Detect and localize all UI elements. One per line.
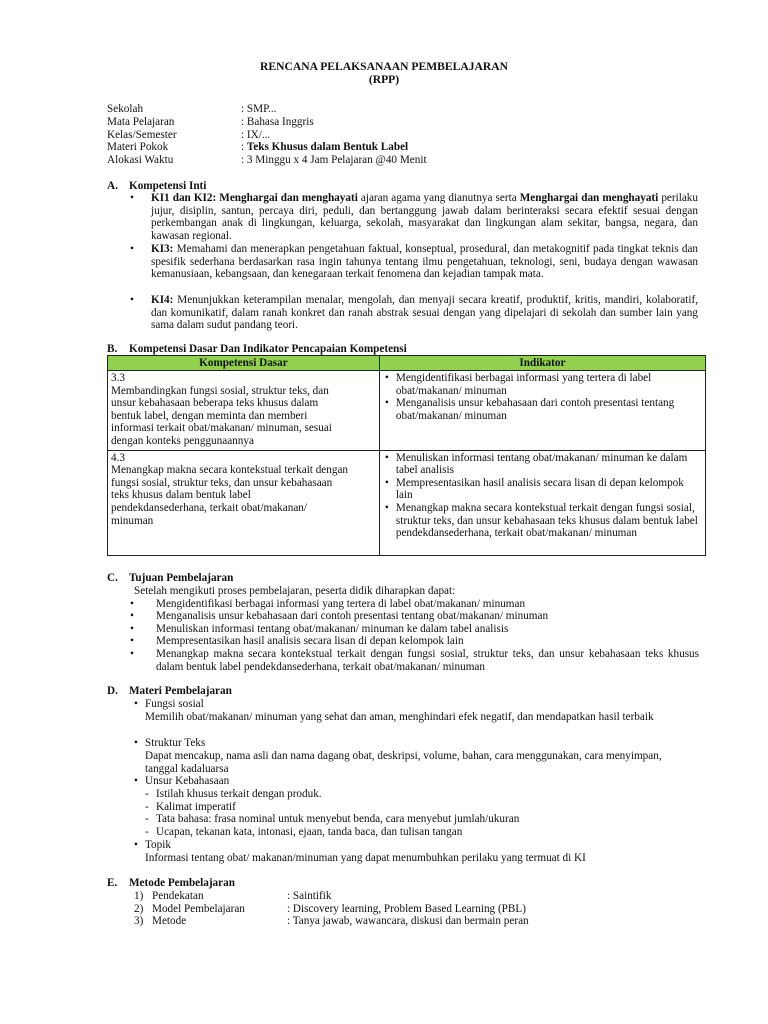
indicator-cell — [379, 450, 705, 555]
unsur-item: Tata bahasa: frasa nominal untuk menyebut benda, cara menyebut jumlah/ukuran — [156, 813, 520, 825]
meta-key: Materi Pokok — [107, 141, 169, 153]
tujuan-bullet: • — [130, 623, 134, 635]
doc-title: RENCANA PELAKSANAAN PEMBELAJARAN — [260, 60, 508, 73]
table-row — [108, 450, 706, 555]
tujuan-item: Mengidentifikasi berbagai informasi yang tertera di label obat/makanan/ minuman — [156, 598, 526, 610]
metode-num: 2) — [134, 903, 144, 915]
unsur-dash: - — [145, 788, 149, 800]
unsur-dash: - — [145, 826, 149, 838]
unsur-item: Kalimat imperatif — [156, 801, 236, 813]
materi-bullet: • — [134, 775, 138, 787]
indicator-item: • Menangkap makna secara kontekstual terkait dengan fungsi sosial, struktur teks, dan unsur kebahasaan teks khusus dalam bentuk label pendekdansederhana, terkait obat/makanan/ minuman — [384, 501, 698, 540]
materi-bullet: • — [134, 839, 138, 851]
metode-num: 3) — [134, 915, 144, 927]
materi-struktur-title: Struktur Teks — [145, 737, 206, 749]
metode-key: Metode — [152, 915, 187, 927]
indicator-item: • Menuliskan informasi tentang obat/makanan/ minuman ke dalam tabel analisis — [384, 451, 688, 477]
kd-cell: 4.3Menangkap makna secara kontekstual terkait dengan fungsi sosial, struktur teks, dan unsur kebahasaan teks khusus dalam bentuk label pendekdansederhana, terkait obat/makanan/ minuman — [108, 450, 380, 555]
unsur-dash: - — [145, 801, 149, 813]
indicator-item: • Mengidentifikasi berbagai informasi yang tertera di label obat/makanan/ minuman — [384, 372, 652, 397]
indicator-cell — [379, 371, 705, 451]
tujuan-bullet: • — [130, 610, 134, 622]
materi-fungsi-title: Fungsi sosial — [145, 698, 204, 710]
section-e-heading: E. Metode Pembelajaran — [107, 877, 235, 889]
kd-indikator-table — [107, 355, 706, 556]
tujuan-bullet: • — [130, 598, 134, 610]
materi-bullet: • — [134, 737, 138, 749]
meta-key: Alokasi Waktu — [107, 154, 174, 166]
metode-key: Model Pembelajaran — [152, 903, 245, 915]
kd-cell: 3.3Membandingkan fungsi sosial, struktur teks, dan unsur kebahasaan beberapa teks khusus dalam bentuk label, dengan meminta dan memberi informasi terkait obat/makanan/ minuman, sesuai dengan konteks penggunaannya — [108, 371, 380, 451]
metode-value: : Discovery learning, Problem Based Learning (PBL) — [287, 903, 526, 915]
table-row — [108, 371, 706, 451]
metode-key: Pendekatan — [152, 890, 204, 902]
metode-num: 1) — [134, 890, 144, 902]
meta-value: : SMP... — [241, 103, 277, 115]
meta-row-mapel — [107, 116, 707, 129]
unsur-item: Istilah khusus terkait dengan produk. — [156, 788, 322, 800]
doc-subtitle: (RPP) — [368, 73, 400, 86]
section-a-heading: A. Kompetensi Inti — [107, 180, 207, 192]
meta-value: : Bahasa Inggris — [241, 116, 314, 128]
tujuan-intro: Setelah mengikuti proses pembelajaran, peserta didik diharapkan dapat: — [134, 585, 456, 597]
ki-item: • KI3: Memahami dan menerapkan pengetahuan faktual, konseptual, prosedural, dan metakognitif pada tingkat teknis dan spesifik sederhana berdasarkan rasa ingin tahunya tentang ilmu pengetahuan, teknologi, seni, budaya dengan wawasan kemanusiaan, kebangsaan, dan kenegaraan terkait fenomena dan kejadian tampak mata. — [130, 243, 698, 281]
metode-value: : Saintifik — [287, 890, 332, 902]
materi-struktur-text: Dapat mencakup, nama asli dan nama dagang obat, deskripsi, volume, bahan, cara menggunakan, cara menyimpan, tanggal kadaluarsa — [145, 750, 662, 775]
section-b-heading: B. Kompetensi Dasar Dan Indikator Pencapaian Kompetensi — [107, 343, 407, 355]
meta-key: Mata Pelajaran — [107, 116, 175, 128]
materi-topik-title: Topik — [145, 839, 171, 851]
meta-row-sekolah — [107, 103, 707, 116]
ki-item: • KI4: Menunjukkan keterampilan menalar, mengolah, dan menyaji secara kreatif, produktif, kritis, mandiri, kolaboratif, dan komunikatif, dalam ranah konkret dan ranah abstrak sesuai dengan yang dipelajari di sekolah dan sumber lain yang sama dalam sudut pandang teori. — [130, 294, 698, 332]
meta-value: : Teks Khusus dalam Bentuk Label — [241, 141, 409, 153]
table-header: Kompetensi Dasar — [108, 356, 380, 371]
tujuan-item: Mempresentasikan hasil analisis secara lisan di depan kelompok lain — [156, 635, 464, 647]
meta-key: Kelas/Semester — [107, 129, 177, 141]
materi-bullet: • — [134, 698, 138, 710]
tujuan-item: Menuliskan informasi tentang obat/makanan/ minuman ke dalam tabel analisis — [156, 623, 509, 635]
ki-item: • KI1 dan KI2: Menghargai dan menghayati ajaran agama yang dianutnya serta Menghargai dan menghayati perilaku jujur, disiplin, santun, percaya diri, peduli, dan bertanggung jawab dalam berinteraksi secara efektif sesuai dengan perkembangan anak di lingkungan, keluarga, sekolah, masyarakat dan lingkungan alam sekitar, bangsa, negara, dan kawasan regional. — [130, 192, 698, 242]
section-c-heading: C. Tujuan Pembelajaran — [107, 572, 234, 584]
metode-value: : Tanya jawab, wawancara, diskusi dan bermain peran — [287, 915, 529, 927]
section-d-heading: D. Materi Pembelajaran — [107, 685, 232, 697]
meta-row-alokasi — [107, 154, 707, 167]
tujuan-bullet: • — [130, 635, 134, 647]
materi-fungsi-text: Memilih obat/makanan/ minuman yang sehat dan aman, menghindari efek negatif, dan mendapatkan hasil terbaik — [145, 711, 654, 723]
materi-unsur-title: Unsur Kebahasaan — [145, 775, 230, 787]
tujuan-item: Menganalisis unsur kebahasaan dari contoh presentasi tentang obat/makanan/ minuman — [156, 610, 549, 622]
indicator-item: • Mempresentasikan hasil analisis secara lisan di depan kelompok lain — [384, 476, 684, 502]
meta-row-materi — [107, 141, 707, 154]
unsur-item: Ucapan, tekanan kata, intonasi, ejaan, tanda baca, dan tulisan tangan — [156, 826, 463, 838]
unsur-dash: - — [145, 813, 149, 825]
meta-value: : IX/... — [241, 129, 271, 141]
meta-value: : 3 Minggu x 4 Jam Pelajaran @40 Menit — [241, 154, 427, 166]
materi-topik-text: Informasi tentang obat/ makanan/minuman yang dapat menumbuhkan perilaku yang termuat di KI — [145, 852, 586, 864]
meta-key: Sekolah — [107, 103, 144, 115]
indicator-item: • Menganalisis unsur kebahasaan dari contoh presentasi tentang obat/makanan/ minuman — [384, 397, 675, 422]
tujuan-item: Menangkap makna secara kontekstual terkait dengan fungsi sosial, struktur teks, dan unsur kebahasaan teks khusus dalam bentuk label pendekdansederhana, terkait obat/makanan/ minuman — [156, 648, 699, 673]
table-header: Indikator — [379, 356, 705, 371]
tujuan-bullet: • — [130, 648, 134, 660]
